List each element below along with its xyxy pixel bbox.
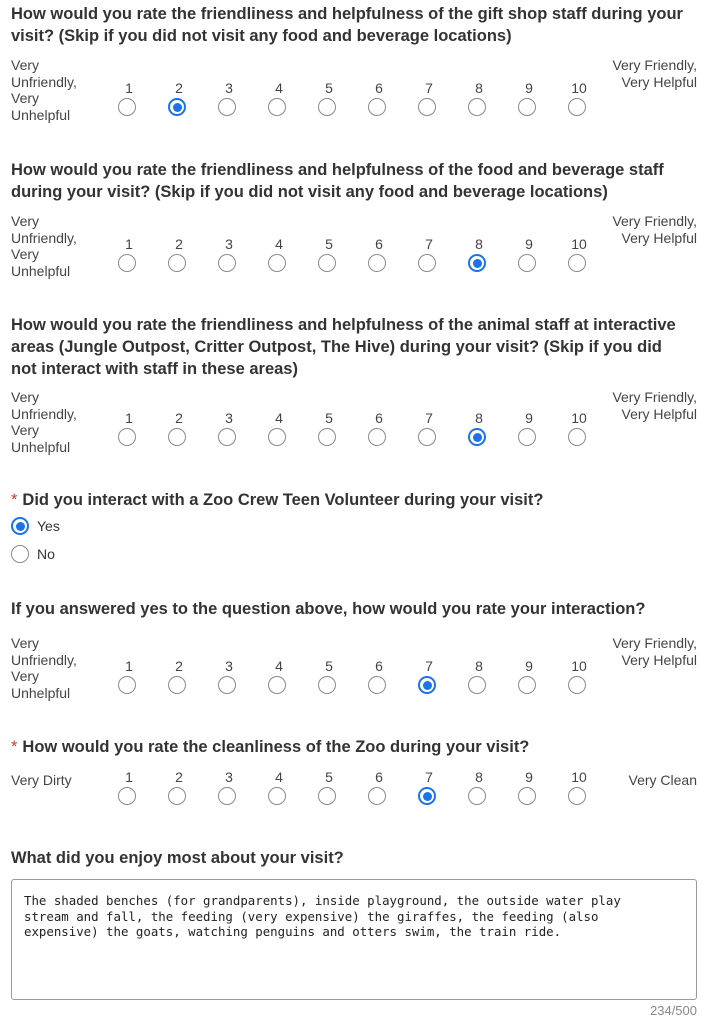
rating-option-6[interactable]: [354, 410, 404, 460]
rating-option-5[interactable]: [304, 80, 354, 130]
rating-option-2[interactable]: [154, 410, 204, 460]
rating-radio-2[interactable]: [168, 428, 186, 446]
rating-radio-3[interactable]: [218, 98, 236, 116]
rating-number: 10: [571, 410, 587, 426]
rating-radio-10[interactable]: [568, 676, 586, 694]
rating-radio-1[interactable]: [118, 676, 136, 694]
rating-radio-4[interactable]: [268, 787, 286, 805]
rating-radio-6[interactable]: [368, 428, 386, 446]
rating-number: 8: [475, 236, 483, 252]
rating-option-10[interactable]: [554, 769, 604, 819]
rating-number: 9: [525, 658, 533, 674]
rating-radio-2[interactable]: [168, 98, 186, 116]
rating-number: 9: [525, 410, 533, 426]
rating-number: 3: [225, 80, 233, 96]
rating-number: 2: [175, 658, 183, 674]
rating-scale: [104, 410, 604, 460]
rating-option-1[interactable]: [104, 80, 154, 130]
rating-radio-1[interactable]: [118, 254, 136, 272]
rating-number: 10: [571, 658, 587, 674]
rating-radio-7[interactable]: [418, 254, 436, 272]
rating-radio-10[interactable]: [568, 428, 586, 446]
rating-option-10[interactable]: [554, 658, 604, 708]
question-title: What did you enjoy most about your visit?: [11, 849, 344, 867]
rating-number: 5: [325, 80, 333, 96]
scale-left-label: Very Dirty: [11, 772, 72, 788]
rating-scale: [104, 236, 604, 286]
scale-right-label: Very Friendly, Very Helpful: [612, 635, 697, 668]
rating-option-2[interactable]: [154, 769, 204, 819]
rating-radio-8[interactable]: [468, 787, 486, 805]
rating-number: 5: [325, 769, 333, 785]
rating-option-3[interactable]: [204, 658, 254, 708]
rating-option-6[interactable]: [354, 769, 404, 819]
rating-number: 6: [375, 410, 383, 426]
rating-option-3[interactable]: [204, 410, 254, 460]
rating-option-9[interactable]: [504, 80, 554, 130]
rating-number: 8: [475, 80, 483, 96]
rating-radio-8[interactable]: [468, 676, 486, 694]
rating-number: 7: [425, 410, 433, 426]
rating-radio-6[interactable]: [368, 98, 386, 116]
rating-option-7[interactable]: [404, 769, 454, 819]
scale-left-label: Very Unfriendly, Very Unhelpful: [11, 389, 77, 455]
rating-option-1[interactable]: [104, 410, 154, 460]
rating-option-4[interactable]: [254, 80, 304, 130]
rating-number: 2: [175, 80, 183, 96]
rating-radio-8[interactable]: [468, 98, 486, 116]
question-title-text: Did you interact with a Zoo Crew Teen Volunteer during your visit?: [22, 491, 544, 509]
rating-number: 5: [325, 658, 333, 674]
rating-option-2[interactable]: [154, 236, 204, 286]
rating-option-8[interactable]: [454, 658, 504, 708]
rating-scale: [104, 769, 604, 819]
rating-radio-4[interactable]: [268, 254, 286, 272]
rating-radio-4[interactable]: [268, 676, 286, 694]
rating-number: 9: [525, 236, 533, 252]
rating-scale: [104, 658, 604, 708]
rating-number: 1: [125, 410, 133, 426]
rating-option-10[interactable]: [554, 80, 604, 130]
rating-option-2[interactable]: [154, 80, 204, 130]
rating-option-6[interactable]: [354, 80, 404, 130]
rating-number: 6: [375, 769, 383, 785]
rating-option-10[interactable]: [554, 410, 604, 460]
rating-option-5[interactable]: [304, 410, 354, 460]
rating-radio-5[interactable]: [318, 98, 336, 116]
rating-number: 9: [525, 80, 533, 96]
scale-left-label: Very Unfriendly, Very Unhelpful: [11, 213, 77, 279]
rating-number: 4: [275, 769, 283, 785]
rating-radio-1[interactable]: [118, 98, 136, 116]
rating-radio-3[interactable]: [218, 676, 236, 694]
rating-option-1[interactable]: [104, 769, 154, 819]
rating-radio-6[interactable]: [368, 254, 386, 272]
rating-option-1[interactable]: [104, 236, 154, 286]
rating-number: 10: [571, 236, 587, 252]
rating-number: 6: [375, 658, 383, 674]
rating-option-4[interactable]: [254, 769, 304, 819]
rating-option-3[interactable]: [204, 769, 254, 819]
rating-number: 3: [225, 769, 233, 785]
rating-option-6[interactable]: [354, 236, 404, 286]
question-title-text: How would you rate the cleanliness of the Zoo during your visit?: [22, 738, 530, 756]
rating-number: 1: [125, 236, 133, 252]
rating-number: 4: [275, 658, 283, 674]
rating-number: 9: [525, 769, 533, 785]
rating-number: 4: [275, 410, 283, 426]
rating-number: 7: [425, 658, 433, 674]
required-mark: *: [11, 738, 18, 756]
rating-option-7[interactable]: [404, 236, 454, 286]
rating-number: 3: [225, 410, 233, 426]
rating-radio-9[interactable]: [518, 428, 536, 446]
rating-number: 5: [325, 236, 333, 252]
rating-radio-2[interactable]: [168, 254, 186, 272]
rating-number: 4: [275, 236, 283, 252]
question-title: How would you rate the friendliness and helpfulness of the food and beverage staff during your visit? (Skip if you did not visit any food and beverage locations): [11, 161, 664, 201]
rating-radio-5[interactable]: [318, 676, 336, 694]
rating-option-7[interactable]: [404, 658, 454, 708]
rating-radio-5[interactable]: [318, 254, 336, 272]
rating-radio-4[interactable]: [268, 98, 286, 116]
rating-option-8[interactable]: [454, 769, 504, 819]
rating-option-8[interactable]: [454, 236, 504, 286]
rating-number: 2: [175, 236, 183, 252]
rating-option-9[interactable]: [504, 410, 554, 460]
character-counter: 234/500: [650, 1003, 697, 1018]
rating-radio-7[interactable]: [418, 98, 436, 116]
rating-radio-1[interactable]: [118, 428, 136, 446]
rating-option-8[interactable]: [454, 80, 504, 130]
scale-right-label: Very Clean: [628, 772, 697, 788]
rating-option-7[interactable]: [404, 80, 454, 130]
radio-no[interactable]: [11, 545, 29, 563]
rating-number: 5: [325, 410, 333, 426]
rating-number: 6: [375, 236, 383, 252]
rating-number: 6: [375, 80, 383, 96]
rating-radio-8[interactable]: [468, 254, 486, 272]
answer-textarea[interactable]: The shaded benches (for grandparents), inside playground, the outside water play stream and fall, the feeding (very expensive) the giraffes, the feeding (also expensive) the goats, watching penguins and otters swim, the train ride.: [11, 879, 697, 1000]
rating-number: 10: [571, 80, 587, 96]
rating-radio-6[interactable]: [368, 676, 386, 694]
rating-radio-9[interactable]: [518, 787, 536, 805]
rating-number: 8: [475, 769, 483, 785]
rating-number: 1: [125, 658, 133, 674]
rating-option-9[interactable]: [504, 236, 554, 286]
rating-number: 7: [425, 769, 433, 785]
rating-option-5[interactable]: [304, 769, 354, 819]
rating-radio-2[interactable]: [168, 676, 186, 694]
rating-number: 2: [175, 769, 183, 785]
rating-number: 3: [225, 658, 233, 674]
rating-option-7[interactable]: [404, 410, 454, 460]
rating-radio-6[interactable]: [368, 787, 386, 805]
rating-option-10[interactable]: [554, 236, 604, 286]
rating-radio-4[interactable]: [268, 428, 286, 446]
rating-radio-3[interactable]: [218, 428, 236, 446]
scale-right-label: Very Friendly, Very Helpful: [612, 213, 697, 246]
scale-right-label: Very Friendly, Very Helpful: [612, 57, 697, 90]
rating-scale: [104, 80, 604, 130]
rating-option-2[interactable]: [154, 658, 204, 708]
rating-radio-9[interactable]: [518, 254, 536, 272]
rating-radio-5[interactable]: [318, 787, 336, 805]
question-title: [11, 736, 691, 758]
rating-number: 4: [275, 80, 283, 96]
rating-option-3[interactable]: [204, 80, 254, 130]
rating-radio-7[interactable]: [418, 676, 436, 694]
rating-radio-7[interactable]: [418, 428, 436, 446]
question-title: How would you rate the friendliness and helpfulness of the animal staff at interactive areas (Jungle Outpost, Critter Outpost, The Hive) during your visit? (Skip if you did not interact with staff in these areas): [11, 316, 676, 378]
rating-number: 8: [475, 658, 483, 674]
rating-number: 2: [175, 410, 183, 426]
question-title: How would you rate the friendliness and helpfulness of the gift shop staff during your visit? (Skip if you did not visit any food and beverage locations): [11, 5, 683, 45]
radio-label-no: No: [37, 546, 55, 562]
radio-label-yes: Yes: [37, 518, 60, 534]
rating-radio-3[interactable]: [218, 787, 236, 805]
rating-option-4[interactable]: [254, 410, 304, 460]
rating-number: 3: [225, 236, 233, 252]
rating-option-4[interactable]: [254, 236, 304, 286]
rating-number: 7: [425, 236, 433, 252]
radio-yes[interactable]: [11, 517, 29, 535]
rating-radio-10[interactable]: [568, 787, 586, 805]
rating-option-9[interactable]: [504, 769, 554, 819]
rating-radio-8[interactable]: [468, 428, 486, 446]
rating-option-8[interactable]: [454, 410, 504, 460]
rating-option-5[interactable]: [304, 236, 354, 286]
rating-number: 7: [425, 80, 433, 96]
rating-radio-3[interactable]: [218, 254, 236, 272]
rating-number: 10: [571, 769, 587, 785]
rating-option-5[interactable]: [304, 658, 354, 708]
required-mark: *: [11, 491, 18, 509]
rating-radio-10[interactable]: [568, 254, 586, 272]
rating-radio-5[interactable]: [318, 428, 336, 446]
rating-option-6[interactable]: [354, 658, 404, 708]
rating-option-3[interactable]: [204, 236, 254, 286]
rating-radio-10[interactable]: [568, 98, 586, 116]
scale-left-label: Very Unfriendly, Very Unhelpful: [11, 635, 77, 701]
rating-option-9[interactable]: [504, 658, 554, 708]
rating-radio-9[interactable]: [518, 676, 536, 694]
rating-option-1[interactable]: [104, 658, 154, 708]
question-title: If you answered yes to the question above, how would you rate your interaction?: [11, 600, 646, 618]
rating-number: 8: [475, 410, 483, 426]
rating-radio-1[interactable]: [118, 787, 136, 805]
rating-radio-9[interactable]: [518, 98, 536, 116]
scale-right-label: Very Friendly, Very Helpful: [612, 389, 697, 422]
rating-option-4[interactable]: [254, 658, 304, 708]
question-title: [11, 489, 691, 511]
scale-left-label: Very Unfriendly, Very Unhelpful: [11, 57, 77, 123]
rating-radio-2[interactable]: [168, 787, 186, 805]
rating-number: 1: [125, 769, 133, 785]
rating-number: 1: [125, 80, 133, 96]
rating-radio-7[interactable]: [418, 787, 436, 805]
